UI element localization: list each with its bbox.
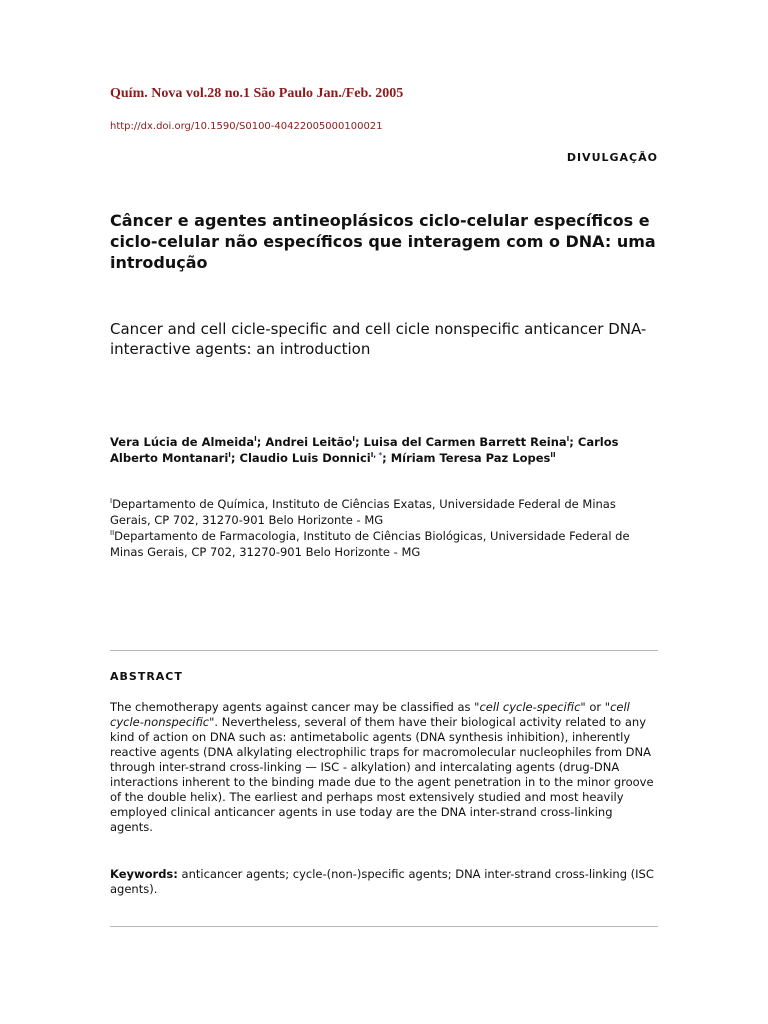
section-label: DIVULGAÇÃO (566, 151, 658, 164)
keywords (110, 867, 658, 897)
affiliation-text: Departamento de Farmacologia, Instituto de Ciências Biológicas, Universidade Federal de Minas Gerais, CP 702, 31270-901 Belo Horizonte - MG (110, 529, 630, 559)
author-name: Claudio Luis Donnici (239, 451, 371, 465)
keywords-text: anticancer agents; cycle-(non-)specific agents; DNA inter-strand cross-linking (ISC agents). (110, 867, 654, 896)
affiliation-item (110, 496, 658, 528)
article-title-pt: Câncer e agentes antineoplásicos ciclo-celular específicos e ciclo-celular não específicos que interagem com o DNA: uma introdução (110, 211, 656, 272)
author-affil-sup: I (228, 451, 231, 460)
abstract-part: " or " (580, 700, 611, 714)
corresponding-author-link[interactable]: * (378, 451, 383, 460)
author-separator: ; (382, 451, 391, 465)
author-list (110, 434, 658, 466)
author-separator: ; (569, 435, 578, 449)
doi-link[interactable]: http://dx.doi.org/10.1590/S0100-40422005000100021 (110, 121, 383, 132)
author-separator: ; (354, 435, 364, 449)
affiliation-sup: II (110, 529, 115, 538)
author-name: Luisa del Carmen Barrett Reina (363, 435, 567, 449)
abstract-emphasis: cell cycle-specific (479, 700, 581, 714)
author-name: Míriam Teresa Paz Lopes (390, 451, 551, 465)
author-affil-sup: I (254, 435, 257, 444)
author-separator: ; (230, 451, 240, 465)
author-affil-sup: II (550, 451, 556, 460)
author-affil-sup: I (566, 435, 570, 444)
abstract-part: ". Nevertheless, several of them have their biological activity related to any kind of action on DNA such as: antimetabolic agents (DNA synthesis inhibition), inherently reactive agents (DNA alkylating electrophilic traps for macromolecular nucleophiles from DNA through inter-strand cross-linking — ISC - alkylation) and intercalating agents (drug-DNA interactions inherent to the binding made due to the agent penetration in to the minor groove of the double helix). The earliest and perhaps most extensively studied and most heavily employed clinical anticancer agents in use today are the DNA inter-strand cross-linking agents. (110, 715, 654, 834)
author-name: Vera Lúcia de Almeida (110, 435, 255, 449)
divider (110, 650, 658, 651)
abstract-heading: ABSTRACT (110, 670, 183, 683)
affiliation-item (110, 528, 658, 560)
affil-marker: I, (370, 451, 379, 460)
divider (110, 926, 658, 927)
author-affil-sup: I (352, 435, 355, 444)
affiliation-sup: I (110, 497, 113, 506)
author-name: Carlos Alberto Montanari (110, 435, 619, 465)
author-affil-sup (371, 451, 382, 459)
abstract-emphasis: cell cycle-nonspecific (110, 700, 630, 729)
keywords-label: Keywords: (110, 867, 178, 881)
affiliation-text: Departamento de Química, Instituto de Ciências Exatas, Universidade Federal de Minas Gerais, CP 702, 31270-901 Belo Horizonte - MG (110, 497, 616, 527)
abstract-part: The chemotherapy agents against cancer may be classified as " (110, 700, 480, 714)
affiliation-list (110, 496, 658, 560)
abstract-text (110, 700, 658, 835)
journal-citation: Quím. Nova vol.28 no.1 São Paulo Jan./Feb. 2005 (110, 86, 404, 101)
author-name: Andrei Leitão (265, 435, 353, 449)
article-title-en: Cancer and cell cicle-specific and cell cicle nonspecific anticancer DNA-interactive agents: an introduction (110, 320, 647, 358)
author-separator: ; (256, 435, 266, 449)
